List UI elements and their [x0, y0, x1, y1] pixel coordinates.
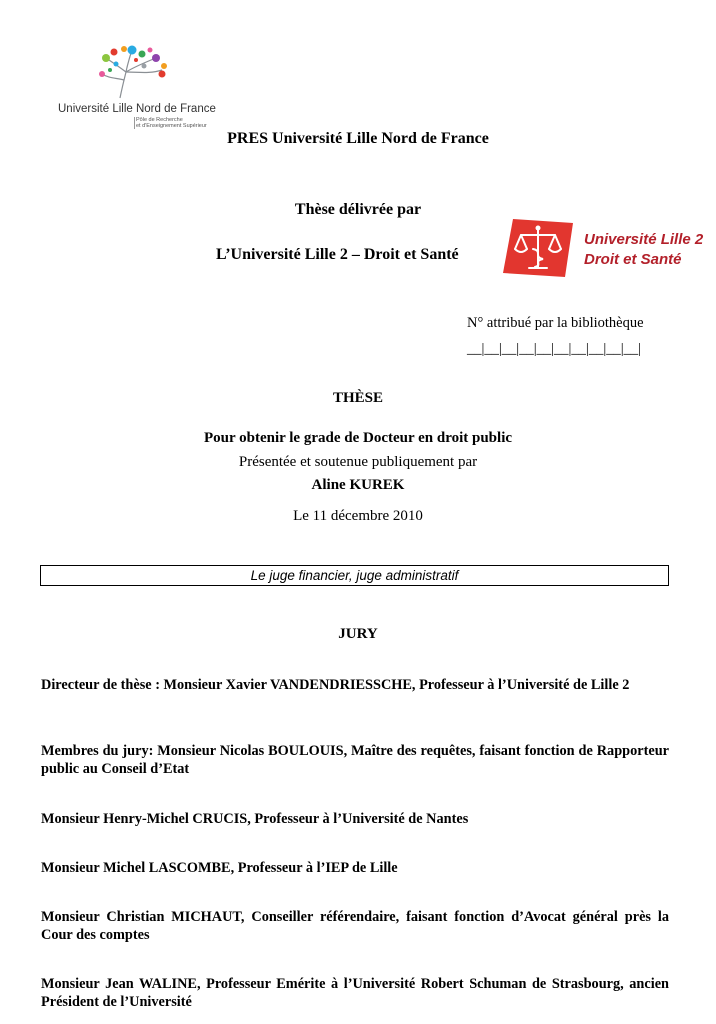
jury-entry-members: Membres du jury: Monsieur Nicolas BOULOUIS, Maître des requêtes, faisant fonction de Rapporteur public au Conseil d’Etat — [41, 743, 669, 777]
jury-entry: Monsieur Michel LASCOMBE, Professeur à l’IEP de Lille — [41, 860, 398, 876]
author-name: Aline KUREK — [311, 477, 405, 493]
lille2-logo-line2: Droit et Santé — [584, 251, 682, 268]
thesis-title-box: Le juge financier, juge administratif — [40, 565, 669, 586]
jury-entry: Monsieur Henry-Michel CRUCIS, Professeur à l’Université de Nantes — [41, 811, 469, 827]
logo-divider — [134, 117, 135, 129]
lille2-logo-line1: Université Lille 2 — [584, 231, 704, 248]
library-number-boxes: __|__|__|__|__|__|__|__|__|__| — [467, 341, 642, 357]
jury-entry: Monsieur Christian MICHAUT, Conseiller référendaire, faisant fonction d’Avocat général près la Cour des comptes — [41, 909, 669, 943]
jury-entry: Monsieur Jean WALINE, Professeur Emérite à l’Université Robert Schuman de Strasbourg, ancien Président de l’Université — [41, 976, 669, 1010]
logo-name: Université Lille Nord de France — [58, 103, 216, 115]
thesis-heading: THÈSE — [332, 390, 384, 406]
delivered-by-heading: Thèse délivrée par — [294, 201, 422, 218]
logo-subtitle-line1: Pôle de Recherche — [136, 117, 183, 123]
presented-line: Présentée et soutenue publiquement par — [238, 454, 478, 470]
library-number-label: N° attribué par la bibliothèque — [467, 315, 644, 331]
scales-of-justice-icon — [503, 219, 573, 277]
grade-line: Pour obtenir le grade de Docteur en droit public — [203, 430, 513, 446]
pres-title: PRES Université Lille Nord de France — [227, 130, 489, 147]
jury-heading: JURY — [338, 626, 378, 642]
defense-date: Le 11 décembre 2010 — [293, 508, 423, 524]
university-line: L’Université Lille 2 – Droit et Santé — [216, 246, 459, 263]
jury-entry-director: Directeur de thèse : Monsieur Xavier VANDENDRIESSCHE, Professeur à l’Université de Lille 2 — [41, 677, 630, 693]
logo-subtitle-line2: et d'Enseignement Supérieur — [136, 123, 207, 129]
universite-lille-nord-de-france-logo-icon — [98, 44, 170, 100]
